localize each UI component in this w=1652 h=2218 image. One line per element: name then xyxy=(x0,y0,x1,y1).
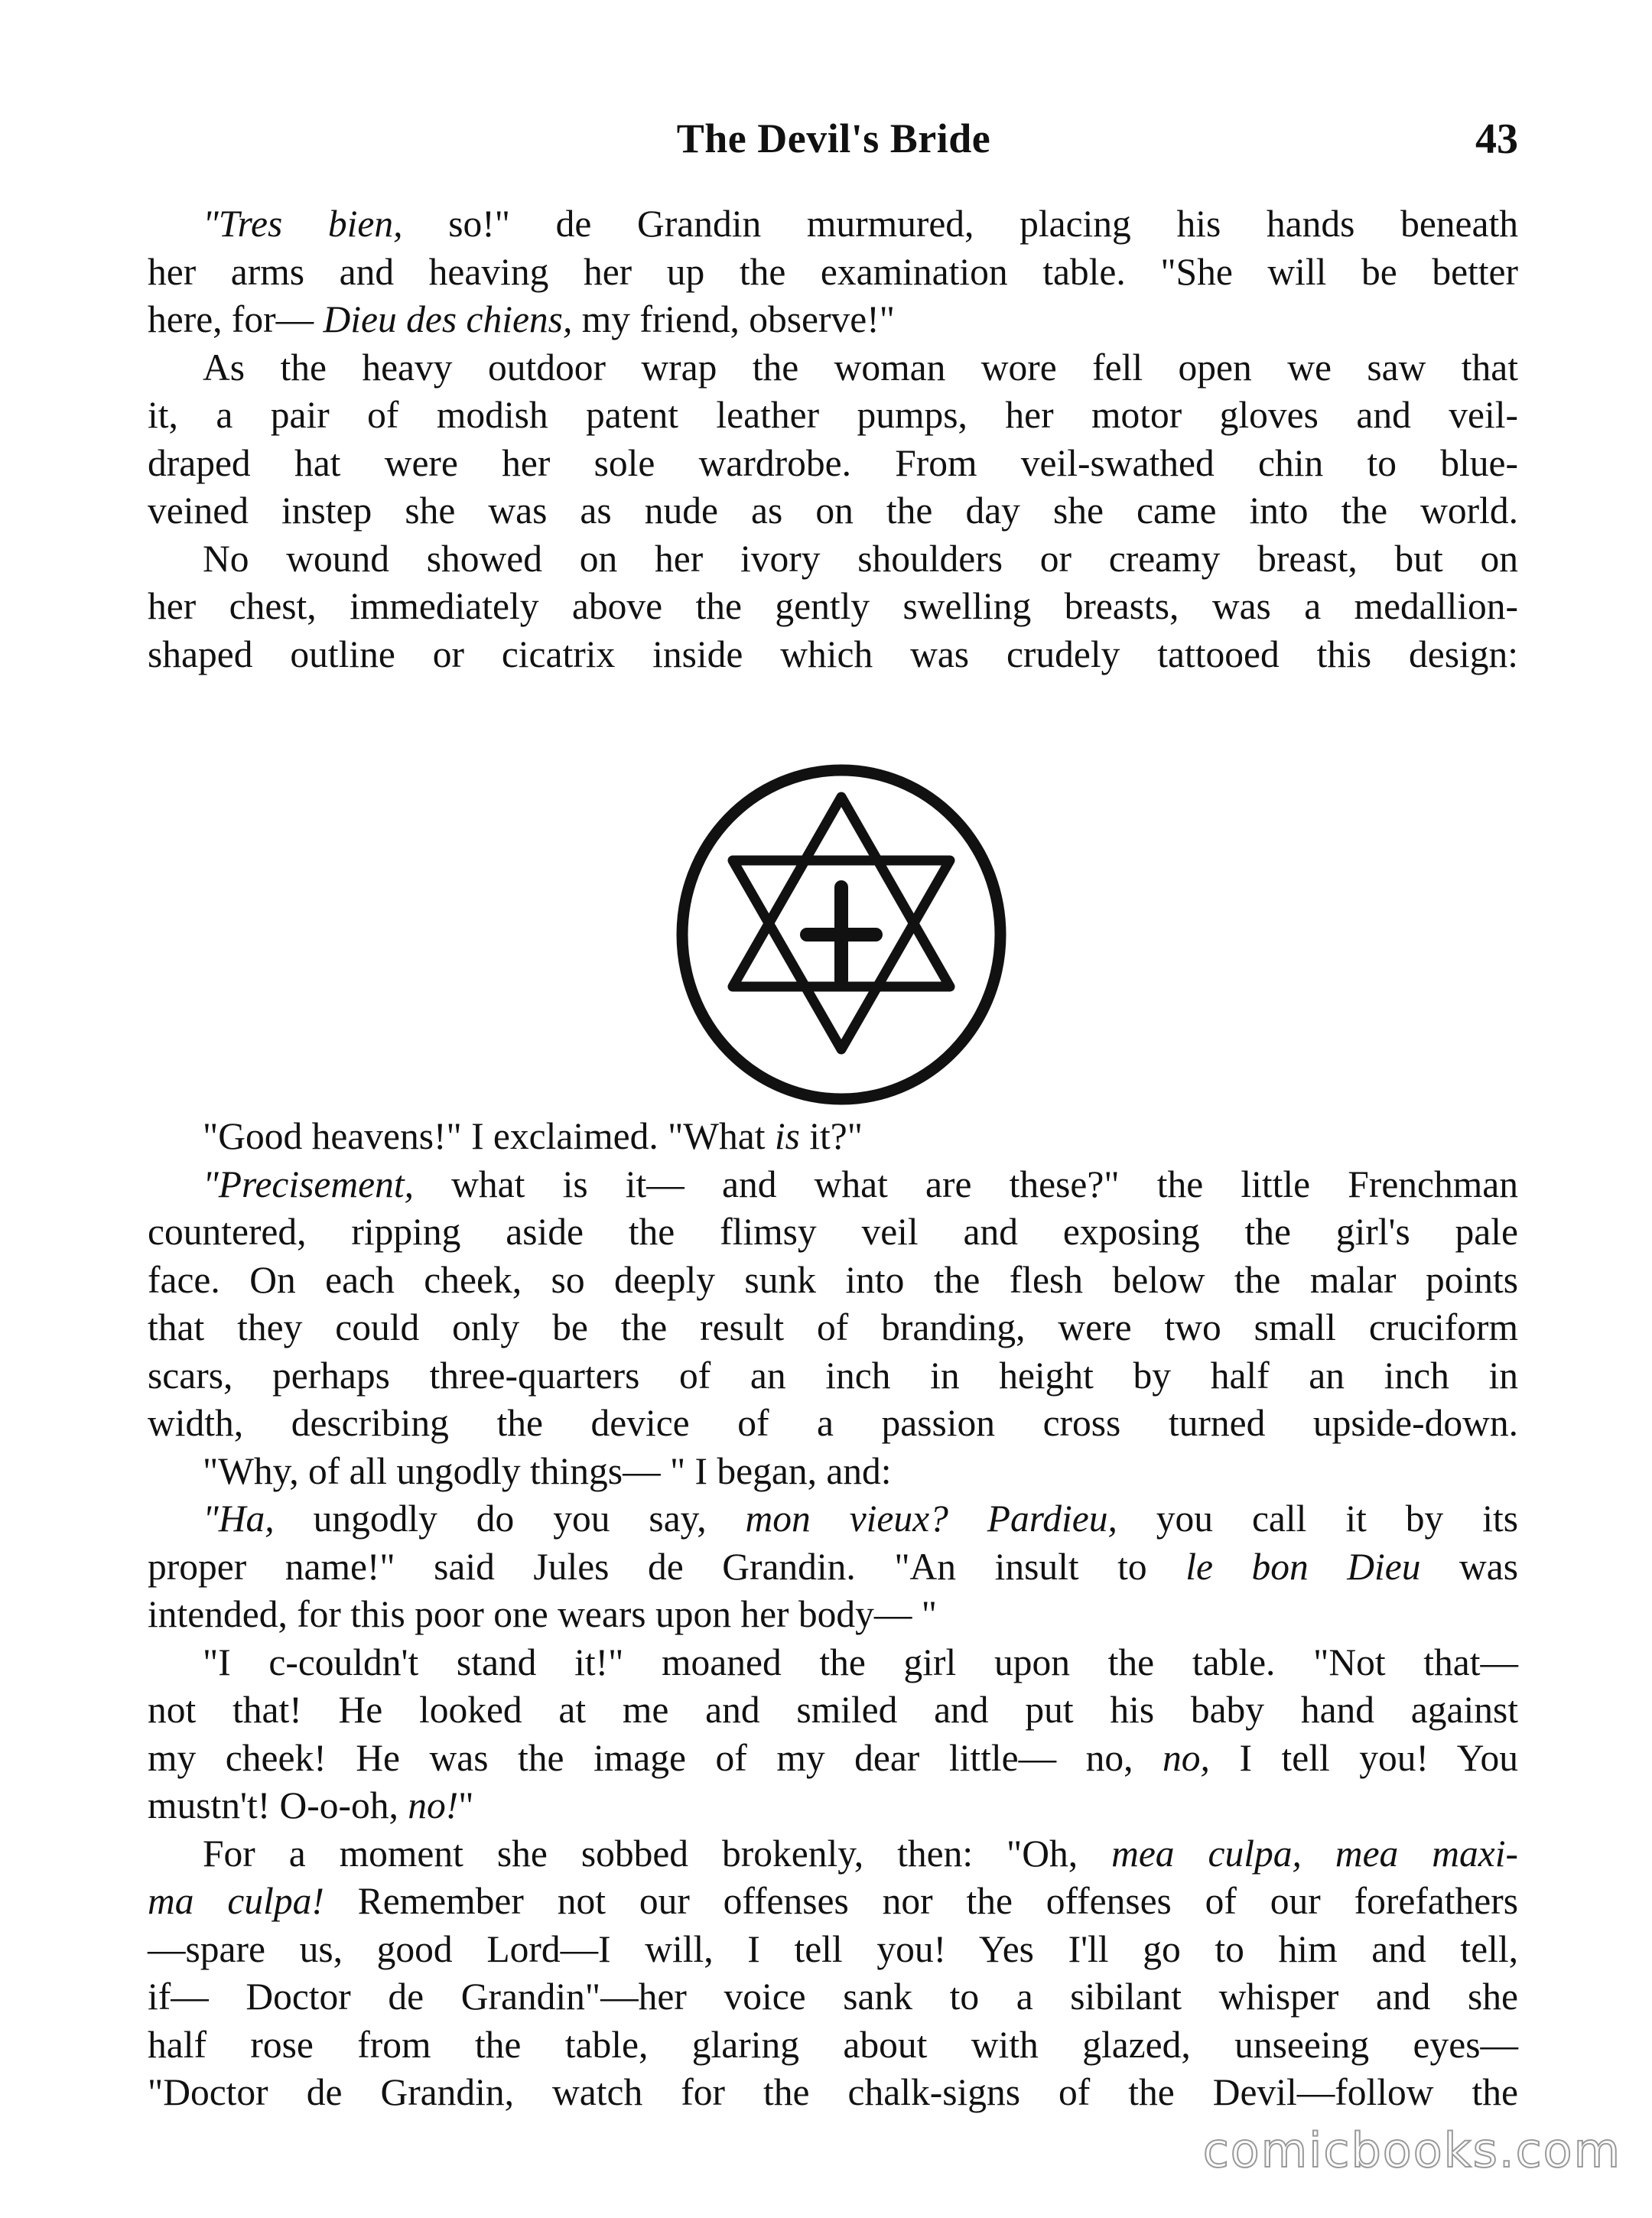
watermark-logo: comicbooks.com xyxy=(1202,2122,1621,2178)
hexagram-icon xyxy=(682,770,1000,1099)
text-line: her arms and heaving her up the examination table. "She will be better xyxy=(148,250,1518,293)
text-line: "Why, of all ungodly things— " I began, and: xyxy=(203,1449,892,1492)
text-line: it, a pair of modish patent leather pumps, her motor gloves and veil- xyxy=(148,394,1518,436)
text-line: "Tres bien, so!" de Grandin murmured, placing his hands beneath xyxy=(203,203,1519,245)
text-line: width, describing the device of a passion cross turned upside-down. xyxy=(148,1402,1518,1444)
text-line: No wound showed on her ivory shoulders or creamy breast, but on xyxy=(203,537,1518,580)
text-line: my cheek! He was the image of my dear little— no, no, I tell you! You xyxy=(148,1736,1518,1779)
text-line: mustn't! O-o-oh, no!" xyxy=(148,1784,474,1826)
text-line: proper name!" said Jules de Grandin. "An insult to le bon Dieu was xyxy=(148,1545,1518,1588)
text-line: face. On each cheek, so deeply sunk into the flesh below the malar points xyxy=(148,1258,1518,1301)
text-line: half rose from the table, glaring about with glazed, unseeing eyes— xyxy=(148,2023,1518,2066)
page-number: 43 xyxy=(1475,115,1518,163)
text-line: As the heavy outdoor wrap the woman wore fell open we saw that xyxy=(203,346,1518,389)
text-line: her chest, immediately above the gently swelling breasts, was a medallion- xyxy=(148,585,1518,627)
hexagram-seal-figure xyxy=(665,757,1017,1109)
text-line: intended, for this poor one wears upon her body— " xyxy=(148,1593,937,1635)
text-line: "I c-couldn't stand it!" moaned the girl upon the table. "Not that— xyxy=(203,1641,1518,1683)
text-line: draped hat were her sole wardrobe. From veil-swathed chin to blue- xyxy=(148,441,1518,484)
text-line: veined instep she was as nude as on the day she came into the world. xyxy=(148,489,1518,532)
text-line: scars, perhaps three-quarters of an inch in height by half an inch in xyxy=(148,1354,1518,1397)
text-line: here, for— Dieu des chiens, my friend, observe!" xyxy=(148,298,895,340)
body-text-lower xyxy=(148,1113,1518,2117)
text-line: countered, ripping aside the flimsy veil and exposing the girl's pale xyxy=(148,1211,1518,1253)
running-header xyxy=(149,115,1518,176)
text-line: not that! He looked at me and smiled and put his baby hand against xyxy=(148,1689,1518,1731)
text-line: shaped outline or cicatrix inside which was crudely tattooed this design: xyxy=(148,633,1518,675)
text-line: "Ha, ungodly do you say, mon vieux? Pardieu, you call it by its xyxy=(203,1498,1518,1540)
running-title: The Devil's Bride xyxy=(676,115,991,161)
text-line: ma culpa! Remember not our offenses nor the offenses of our forefathers xyxy=(148,1880,1518,1922)
text-line: if— Doctor de Grandin"—her voice sank to a sibilant whisper and she xyxy=(148,1976,1518,2018)
text-line: "Doctor de Grandin, watch for the chalk-signs of the Devil—follow the xyxy=(148,2071,1518,2113)
text-line: For a moment she sobbed brokenly, then: "Oh, mea culpa, mea maxi- xyxy=(203,1832,1518,1875)
body-text-upper xyxy=(148,200,1518,678)
text-line: —spare us, good Lord—I will, I tell you! Yes I'll go to him and tell, xyxy=(148,1927,1518,1970)
text-line: "Precisement, what is it— and what are these?" the little Frenchman xyxy=(203,1163,1518,1205)
text-line: that they could only be the result of branding, were two small cruciform xyxy=(148,1306,1518,1348)
text-line: "Good heavens!" I exclaimed. "What is it?" xyxy=(203,1115,863,1157)
